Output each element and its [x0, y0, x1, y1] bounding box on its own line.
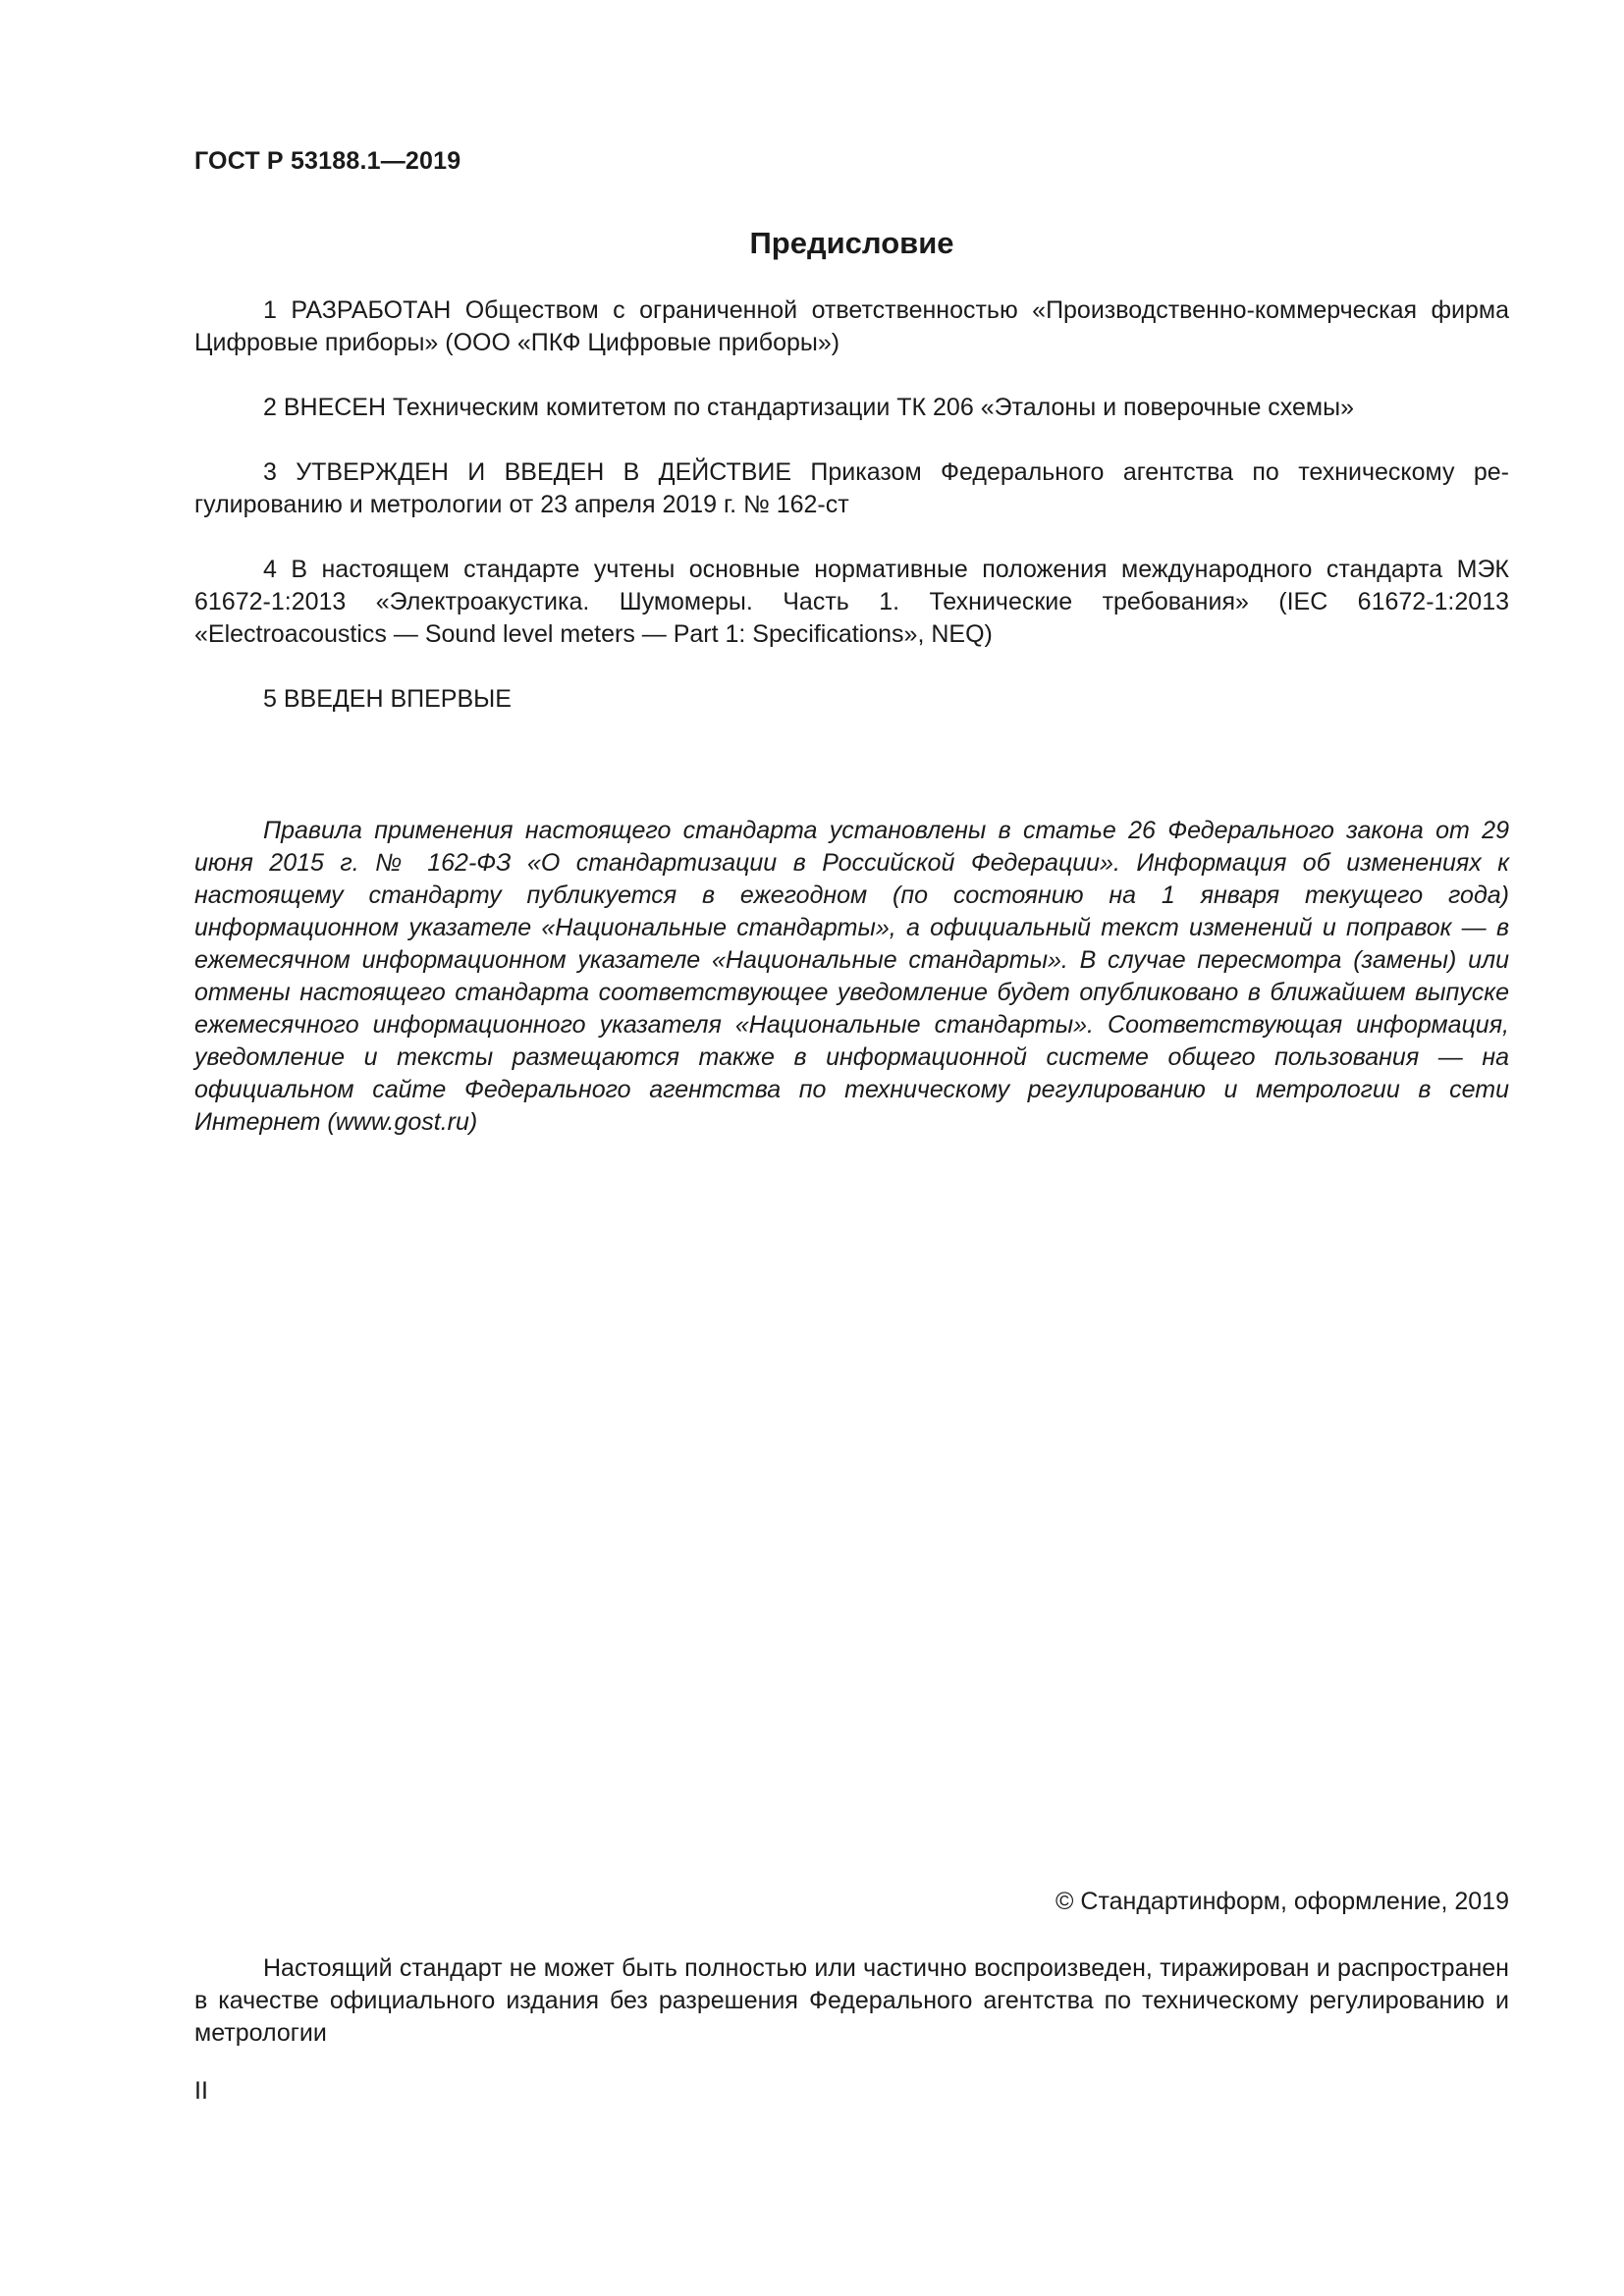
foreword-item: 4 В настоящем стандарте учтены основные нормативные положения международного стандарта МЭК 61672-1:2013 «Электроакустика. Шумомеры. Часть 1. Технические требования» (IEC 61672-1:2013 «Electroacoustics — Sound level meters — Part 1: Specifications», NEQ) [194, 556, 1509, 648]
foreword-item: 5 ВВЕДЕН ВПЕРВЫЕ [263, 685, 512, 713]
standard-code: ГОСТ Р 53188.1—2019 [194, 147, 461, 175]
reproduction-notice: Настоящий стандарт не может быть полностью или частично воспроизведен, тиражирован и распространен в качестве официального издания без разрешения Федерального агентства по техническому регулированию и метрологии [194, 1954, 1509, 2047]
application-notice: Правила применения настоящего стандарта установлены в статье 26 Федерального закона от 29 июня 2015 г. № 162-ФЗ «О стандартизации в Российской Федерации». Информация об изменениях к настоящему стандарту публикуется в ежегодном (по состоянию на 1 января текущего года) информационном указателе «Национальные стандарты», а официальный текст изменений и поправок — в ежемесячном информационном указателе «Национальные стандарты». В случае пересмотра (замены) или отмены настоящего стандарта соответствующее уведомление будет опубликовано в ближайшем выпуске ежемесячного информационного указателя «Национальные стандарты». Соответствующая информация, уведомление и тексты размещаются также в информационной системе общего пользования — на официальном сайте Федерального агентства по техническому регулированию и метрологии в сети Интернет (www.gost.ru) [194, 817, 1509, 1136]
foreword-title: Предисловие [749, 226, 954, 260]
foreword-item: 2 ВНЕСЕН Техническим комитетом по стандартизации ТК 206 «Эталоны и поверочные схемы» [263, 394, 1354, 421]
foreword-item: 3 УТВЕРЖДЕН И ВВЕДЕН В ДЕЙСТВИЕ Приказом Федерального агентства по техническому регулированию и метрологии от 23 апреля 2019 г. № 162-ст [194, 458, 1509, 518]
page-number: II [194, 2077, 208, 2105]
foreword-item: 1 РАЗРАБОТАН Обществом с ограниченной ответственностью «Производственно-коммерческая фирма Цифровые приборы» (ООО «ПКФ Цифровые приборы») [194, 296, 1509, 356]
foreword-items [194, 294, 1509, 716]
copyright-line: © Стандартинформ, оформление, 2019 [1056, 1888, 1509, 1915]
